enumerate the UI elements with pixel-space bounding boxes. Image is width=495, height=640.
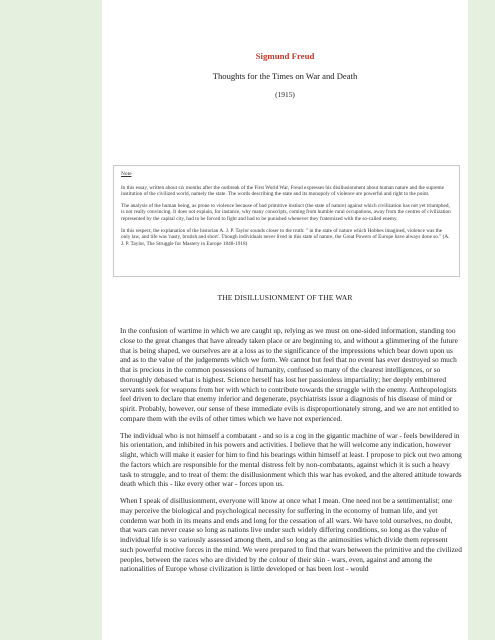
left-margin [0, 0, 102, 640]
document-year: (1915) [275, 90, 295, 99]
document-title: Thoughts for the Times on War and Death [212, 71, 358, 81]
note-paragraph: The analysis of the human being, as prone to violence because of bad primitive instinct (the state of nature) against which civilization has not yet triumphed, is not really convincing. It does not explain, for instance, why many conscripts, coming from humble rural occupations, away from the centres of civilization represented by the capital city, had to be forced to fight and had to be punished whenever they fraternized with the so-called enemy. [121, 202, 451, 222]
body-text [120, 326, 462, 581]
body-paragraph: The individual who is not himself a combatant - and so is a cog in the gigantic machine of war - feels bewildered in his orientation, and inhibited in his powers and activities. I believe that he will welcome any indication, however slight, which will make it easier for him to find his bearings within himself at least. I propose to pick out two among the factors which are responsible for the mental distress felt by non-combatants, against which it is such a heavy task to struggle, and to treat of them: the disillusionment which this war has evoked, and the altered attitude towards death which this - like every other war - forces upon us. [120, 430, 462, 489]
note-heading: Note [121, 171, 132, 177]
right-margin [468, 0, 495, 640]
note-paragraph: In this respect, the explanation of the historian A. J. P. Taylor sounds closer to the truth: " in the state of nature which Hobbes imagined, violence was the only law, and life was 'nasty, brutish and short'. Though individuals never lived in this state of nature, the Great Powers of Europe have always done so." (A. J. P. Taylor, The Struggle for Mastery in Europe 1848-1918) [121, 227, 450, 247]
body-paragraph: When I speak of disillusionment, everyone will know at once what I mean. One need not be a sentimentalist; one may perceive the biological and psychological necessity for suffering in the economy of human life, and yet condemn war both in its means and ends and long for the cessation of all wars. We have told ourselves, no doubt, that wars can never cease so long as nations live under such widely differing conditions, so long as the value of individual life is so variously assessed among them, and so long as the animosities which divide them represent such powerful motive forces in the mind. We were prepared to find that wars between the primitive and the civilized peoples, between the races who are divided by the colour of their skin - wars, even, against and among the nationalities of Europe whose civilization is little developed or has been lost - would [120, 496, 462, 574]
note-box [113, 165, 460, 277]
author-name: Sigmund Freud [255, 51, 315, 61]
body-paragraph: In the confusion of wartime in which we are caught up, relying as we must on one-sided information, standing too close to the great changes that have already taken place or are beginning to, and without a glimmering of the future that is being shaped, we ourselves are at a loss as to the significance of the impressions which bear down upon us and as to the value of the judgements which we form. We cannot but feel that no event has ever destroyed so much that is precious in the common possessions of humanity, confused so many of the clearest intelligences, or so thoroughly debased what is highest. Science herself has lost her passionless impartiality; her deeply embittered servants seek for weapons from her with which to contribute towards the struggle with the enemy. Anthropologists feel driven to declare that enemy inferior and degenerate, psychiatrists issue a diagnosis of his disease of mind or spirit. Probably, however, our sense of these immediate evils is disproportionately strong, and we are not entitled to compare them with the evils of other times which we have not experienced. [120, 326, 459, 423]
section-heading: THE DISILLUSIONMENT OF THE WAR [217, 293, 353, 302]
document-header [102, 50, 468, 100]
page-content [102, 0, 468, 640]
note-paragraph: In this essay, written about six months after the outbreak of the First World War, Freud expresses his disillusionment about human nature and the supreme institution of the civilized world, namely the state. The words describing the state and its monopoly of violence are powerful and right to the point. [121, 184, 444, 198]
